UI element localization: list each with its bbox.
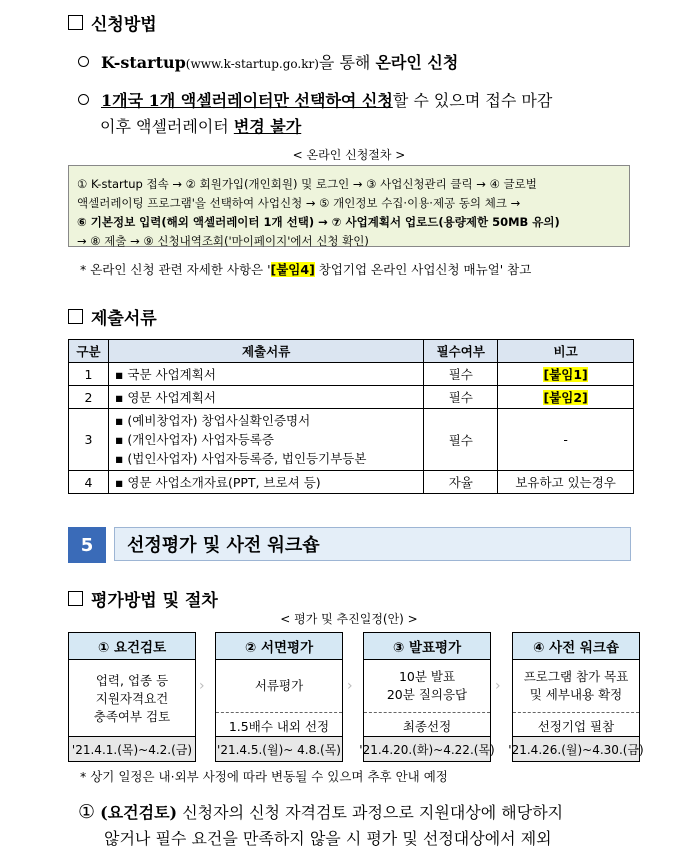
- section-heading-method: 신청방법: [68, 10, 157, 35]
- step-document-review: ② 서면평가 서류평가 1.5배수 내외 선정 '21.4.5.(월)~ 4.8.(목): [215, 632, 343, 762]
- section-heading-evaluation: 평가방법 및 절차: [68, 586, 218, 611]
- method-bullet-2-cont: 이후 액셀러레이터 변경 불가: [100, 117, 302, 136]
- circle-bullet-icon: [78, 94, 89, 105]
- table-row: 2 ▪ 영문 사업계획서 필수 [붙임2]: [69, 386, 634, 409]
- section-5-header: [68, 527, 631, 563]
- procedure-line: 액셀러레이팅 프로그램'을 선택하여 사업신청 → ⑤ 개인정보 수집·이용·제공 동의 체크 →: [77, 196, 521, 210]
- procedure-line: ⑥ 기본정보 입력(해외 액셀러레이터 1개 선택) → ⑦ 사업계획서 업로드(용량제한 50MB 유의): [77, 215, 560, 229]
- checkbox-square-icon: [68, 15, 83, 30]
- checkbox-square-icon: [68, 309, 83, 324]
- attachment-badge: [붙임2]: [543, 390, 588, 405]
- chevron-right-icon: ›: [495, 678, 501, 694]
- paragraph-requirement-cont: 않거나 필수 요건을 만족하지 않을 시 평가 및 선정대상에서 제외: [104, 829, 552, 848]
- procedure-line: → ⑧ 제출 → ⑨ 신청내역조회('마이페이지'에서 신청 확인): [77, 234, 369, 248]
- table-row: 3 ▪ (예비창업자) 창업사실확인증명서 ▪ (개인사업자) 사업자등록증 ▪ (법인사업자) 사업자등록증, 법인등기부등본 필수 -: [69, 409, 634, 471]
- procedure-box: [68, 165, 630, 247]
- checkbox-square-icon: [68, 591, 83, 606]
- schedule-note: * 상기 일정은 내·외부 사정에 따라 변동될 수 있으며 추후 안내 예정: [80, 769, 448, 784]
- table-header-row: [69, 340, 634, 363]
- col-header: 구분: [69, 340, 109, 363]
- chevron-right-icon: ›: [199, 678, 205, 694]
- chevron-right-icon: ›: [347, 678, 353, 694]
- section-heading-docs: 제출서류: [68, 304, 157, 329]
- step-requirement-review: ① 요건검토 업력, 업종 등 지원자격요건 충족여부 검토 '21.4.1.(목)~4.2.(금): [68, 632, 196, 762]
- table-row: 4 ▪ 영문 사업소개자료(PPT, 브로셔 등) 자율 보유하고 있는경우: [69, 471, 634, 494]
- table-row: 1 ▪ 국문 사업계획서 필수 [붙임1]: [69, 363, 634, 386]
- circle-bullet-icon: [78, 56, 89, 67]
- step-presentation-review: ③ 발표평가 10분 발표 20분 질의응답 최종선정 '21.4.20.(화)~4.22.(목): [363, 632, 491, 762]
- docs-table: [68, 339, 634, 494]
- procedure-line: ① K-startup 접속 → ② 회원가입(개인회원) 및 로그인 → ③ 사업신청관리 클릭 → ④ 글로벌: [77, 177, 537, 191]
- step-pre-workshop: ④ 사전 워크숍 프로그램 참가 목표 및 세부내용 확정 선정기업 필참 '21.4.26.(월)~4.30.(금): [512, 632, 640, 762]
- method-note: * 온라인 신청 관련 자세한 사항은 '[붙임4] 창업기업 온라인 사업신청 매뉴얼' 참고: [80, 262, 532, 277]
- col-header: 제출서류: [108, 340, 423, 363]
- section-title: 선정평가 및 사전 워크숍: [114, 527, 631, 561]
- paragraph-requirement: ① (요건검토) 신청자의 신청 자격검토 과정으로 지원대상에 해당하지: [78, 801, 564, 823]
- col-header: 비고: [498, 340, 634, 363]
- attachment-badge: [붙임1]: [543, 367, 588, 382]
- method-bullet-1: K-startup(www.k-startup.go.kr)을 통해 온라인 신청: [78, 50, 458, 73]
- col-header: 필수여부: [424, 340, 498, 363]
- method-bullet-2: 1개국 1개 액셀러레이터만 선택하여 신청할 수 있으며 접수 마감: [78, 88, 552, 111]
- procedure-title: < 온라인 신청절차 >: [292, 148, 406, 162]
- section-number: 5: [68, 527, 106, 563]
- schedule-title: < 평가 및 추진일정(안) >: [280, 612, 418, 626]
